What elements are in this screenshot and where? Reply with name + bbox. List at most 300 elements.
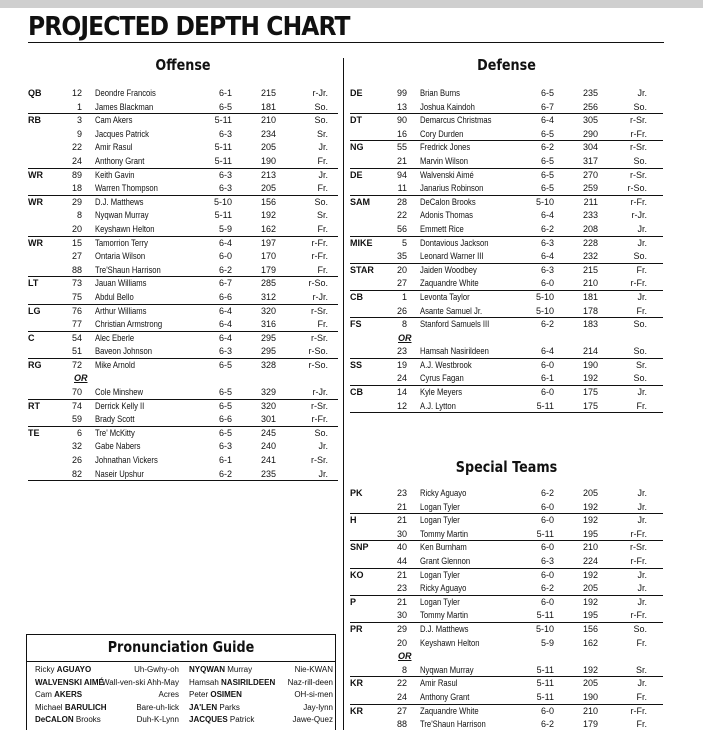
position-label: CB (350, 291, 363, 302)
table-row (350, 196, 663, 210)
player-height: 6-2 (540, 583, 554, 594)
table-row (28, 400, 338, 414)
player-name: Grant Glennon (420, 555, 471, 566)
or-separator: OR (398, 651, 412, 662)
player-name: Johnathan Vickers (95, 455, 158, 466)
player-name: Cole Minshew (95, 387, 144, 398)
first-name: Michael (35, 702, 63, 712)
player-name: Cyrus Fagan (420, 373, 464, 384)
player-class: Jr. (637, 501, 647, 512)
position-label: PR (350, 623, 363, 634)
player-class: r-Jr. (312, 291, 328, 302)
jersey-number: 88 (71, 264, 82, 275)
player-name: Warren Thompson (95, 183, 158, 194)
jersey-number: 24 (71, 155, 82, 166)
player-class: r-Sr. (311, 305, 328, 316)
player-class: Sr. (635, 664, 647, 675)
player-class: r-So. (308, 278, 328, 289)
player-class: Jr. (637, 596, 647, 607)
table-row (28, 196, 338, 210)
player-weight: 190 (582, 691, 598, 702)
player-class: Fr. (636, 719, 647, 730)
player-height: 5-10 (535, 291, 554, 302)
position-label: TE (28, 427, 40, 438)
player-name: Keyshawn Helton (420, 637, 480, 648)
player-height: 6-2 (540, 142, 554, 153)
player-height: 6-0 (540, 515, 554, 526)
table-row (28, 359, 338, 373)
player-name: Gabe Nabers (95, 441, 141, 452)
player-weight: 295 (260, 332, 276, 343)
player-class: So. (633, 319, 647, 330)
table-row (350, 114, 663, 128)
player-class: Jr. (637, 223, 647, 234)
player-class: Jr. (318, 142, 328, 153)
table-row (350, 169, 663, 183)
table-row (350, 128, 663, 142)
jersey-number: 12 (71, 88, 82, 98)
position-label: WR (28, 169, 43, 180)
player-height: 6-7 (218, 278, 232, 289)
player-name: Amir Rasul (420, 678, 458, 689)
table-row (28, 101, 338, 115)
player-weight: 285 (260, 278, 276, 289)
player-weight: 156 (260, 196, 276, 207)
player-name: Tommy Martin (420, 528, 469, 539)
player-weight: 192 (260, 210, 276, 221)
table-row (350, 609, 663, 623)
player-class: So. (633, 373, 647, 384)
player-class: Fr. (636, 400, 647, 411)
jersey-number: 22 (71, 142, 82, 153)
player-class: r-Fr. (311, 251, 328, 262)
player-weight: 175 (582, 400, 598, 411)
phonetic-spelling: Naz-rill-deen (287, 677, 333, 687)
table-row (350, 305, 663, 319)
player-name: Keith Gavin (95, 169, 135, 180)
table-row (28, 264, 338, 278)
player-weight: 316 (260, 319, 276, 330)
player-height: 5-9 (218, 223, 232, 234)
phonetic-spelling: Bare-uh-lick (136, 702, 179, 712)
player-height: 6-2 (540, 488, 554, 498)
table-row (28, 413, 338, 427)
player-height: 6-3 (218, 183, 232, 194)
player-weight: 190 (582, 359, 598, 370)
player-weight: 170 (260, 251, 276, 262)
player-name: Logan Tyler (420, 569, 460, 580)
player-weight: 205 (260, 183, 276, 194)
player-name: Dontavious Jackson (420, 237, 489, 248)
table-row (28, 237, 338, 251)
position-label: DE (350, 88, 363, 98)
player-height: 6-5 (218, 400, 232, 411)
player-name: Brian Burns (420, 88, 460, 98)
player-class: Sr. (316, 128, 328, 139)
table-row (28, 427, 338, 441)
first-name: Peter (189, 690, 209, 699)
player-name: Hamsah Nasirildeen (420, 346, 489, 357)
position-label: SNP (350, 542, 369, 553)
player-weight: 210 (260, 115, 276, 126)
jersey-number: 21 (396, 155, 407, 166)
player-height: 5-9 (540, 637, 554, 648)
table-row (350, 237, 663, 251)
pronunciation-heading: Pronunciation Guide (107, 638, 255, 656)
title-rule (28, 42, 664, 43)
table-row (350, 514, 663, 528)
jersey-number: 16 (396, 128, 407, 139)
table-row (350, 372, 663, 386)
table-row (28, 332, 338, 346)
jersey-number: 90 (396, 115, 407, 126)
player-class: So. (633, 346, 647, 357)
player-height: 6-0 (540, 542, 554, 553)
jersey-number: 76 (71, 305, 82, 316)
player-weight: 210 (582, 705, 598, 716)
table-row (28, 114, 338, 128)
player-class: r-So. (627, 183, 647, 194)
jersey-number: 55 (396, 142, 407, 153)
last-name: BARULICH (64, 702, 107, 712)
player-name: DeCalon Brooks (420, 196, 476, 207)
player-class: Sr. (635, 359, 647, 370)
player-height: 6-1 (218, 88, 232, 98)
player-name: Zaquandre White (420, 705, 479, 716)
position-label: KO (350, 569, 364, 580)
player-weight: 205 (582, 678, 598, 689)
jersey-number: 26 (71, 455, 82, 466)
player-weight: 233 (582, 210, 598, 221)
player-weight: 312 (260, 291, 276, 302)
position-label: KR (350, 705, 363, 716)
player-class: Fr. (317, 319, 328, 330)
table-row (350, 582, 663, 596)
jersey-number: 3 (76, 115, 82, 126)
player-weight: 192 (582, 373, 598, 384)
table-row (350, 400, 663, 414)
table-row (28, 372, 338, 386)
table-row (350, 141, 663, 155)
jersey-number: 8 (76, 210, 82, 221)
position-label: WR (28, 237, 43, 248)
table-row (350, 677, 663, 691)
table-row (350, 250, 663, 264)
jersey-number: 77 (71, 319, 82, 330)
last-name: WALVENSKI AIMÉ (35, 677, 104, 687)
phonetic-spelling: OH-si-men (294, 690, 333, 699)
player-name: Ricky Aguayo (420, 488, 467, 498)
player-class: Jr. (318, 441, 328, 452)
player-height: 6-3 (540, 555, 554, 566)
player-weight: 181 (260, 101, 276, 112)
player-name: Tommy Martin (420, 610, 469, 621)
jersey-number: 21 (396, 515, 407, 526)
jersey-number: 5 (401, 237, 407, 248)
player-name: Abdul Bello (95, 291, 134, 302)
player-height: 5-11 (536, 691, 554, 702)
player-class: Jr. (637, 583, 647, 594)
player-name: Asante Samuel Jr. (420, 305, 483, 316)
player-weight: 178 (582, 305, 598, 316)
table-row (350, 101, 663, 115)
player-name: Logan Tyler (420, 501, 460, 512)
table-row (350, 705, 663, 719)
jersey-number: 32 (71, 441, 82, 452)
player-weight: 162 (260, 223, 276, 234)
phonetic-spelling: Uh-Gwhy-oh (134, 665, 179, 674)
player-class: Jr. (637, 488, 647, 498)
table-row (28, 277, 338, 291)
player-weight: 259 (582, 183, 598, 194)
jersey-number: 26 (396, 305, 407, 316)
player-name: Amir Rasul (95, 142, 133, 153)
table-row (350, 691, 663, 705)
last-name: AGUAYO (56, 665, 92, 674)
jersey-number: 18 (71, 183, 82, 194)
player-weight: 162 (582, 637, 598, 648)
player-weight: 245 (260, 427, 276, 438)
jersey-number: 21 (396, 501, 407, 512)
player-weight: 320 (260, 400, 276, 411)
position-label: KR (350, 678, 363, 689)
player-height: 6-3 (540, 237, 554, 248)
player-class: Fr. (317, 155, 328, 166)
defense-heading: Defense (477, 56, 536, 74)
page-title: PROJECTED DEPTH CHART (28, 12, 350, 42)
player-name: Jaiden Woodbey (420, 264, 477, 275)
jersey-number: 28 (396, 196, 407, 207)
position-label: SS (350, 359, 363, 370)
player-height: 6-4 (540, 251, 554, 262)
player-height: 6-4 (540, 346, 554, 357)
pronunciation-name (189, 703, 240, 712)
jersey-number: 24 (396, 691, 407, 702)
last-name: JA'LEN (189, 702, 218, 712)
phonetic-spelling: Jawe-Quez (292, 715, 333, 724)
player-class: Jr. (318, 468, 328, 479)
player-weight: 195 (582, 528, 598, 539)
last-name: NYQWAN (189, 665, 225, 674)
or-separator: OR (398, 332, 412, 343)
player-name: Nyqwan Murray (95, 210, 149, 221)
player-class: r-Sr. (630, 115, 647, 126)
position-label: PK (350, 488, 363, 498)
player-name: Walvenski Aimé (420, 169, 474, 180)
table-row (28, 223, 338, 237)
player-height: 5-10 (535, 196, 554, 207)
player-class: r-Sr. (630, 169, 647, 180)
table-row (28, 128, 338, 142)
table-row (350, 264, 663, 278)
player-class: So. (633, 101, 647, 112)
jersey-number: 22 (396, 678, 407, 689)
player-name: Levonta Taylor (420, 291, 470, 302)
position-label: LT (28, 278, 39, 289)
player-class: r-Fr. (311, 237, 328, 248)
player-weight: 211 (583, 196, 598, 207)
position-label: FS (350, 319, 362, 330)
player-name: Logan Tyler (420, 515, 460, 526)
table-row (28, 182, 338, 196)
player-class: So. (314, 196, 328, 207)
jersey-number: 23 (396, 488, 407, 498)
table-row (28, 454, 338, 468)
player-height: 5-10 (535, 623, 554, 634)
player-name: A.J. Westbrook (420, 359, 472, 370)
player-class: Jr. (637, 291, 647, 302)
player-name: Ricky Aguayo (420, 583, 467, 594)
player-height: 6-2 (218, 468, 232, 479)
player-name: Brady Scott (95, 414, 135, 425)
player-height: 5-11 (536, 664, 554, 675)
player-class: r-Fr. (311, 414, 328, 425)
table-row (350, 555, 663, 569)
player-name: Adonis Thomas (420, 210, 474, 221)
player-height: 6-0 (540, 705, 554, 716)
jersey-number: 8 (401, 664, 407, 675)
player-class: So. (633, 623, 647, 634)
player-height: 6-6 (218, 291, 232, 302)
player-class: r-Jr. (312, 88, 328, 98)
jersey-number: 23 (396, 583, 407, 594)
player-weight: 295 (260, 346, 276, 357)
player-class: Jr. (637, 515, 647, 526)
table-row (28, 209, 338, 223)
position-label: MIKE (350, 237, 373, 248)
player-name: Jauan Williams (95, 278, 147, 289)
table-row (350, 182, 663, 196)
player-weight: 235 (582, 88, 598, 98)
player-weight: 329 (260, 387, 276, 398)
first-name: Patrick (229, 715, 255, 724)
last-name: DeCALON (35, 715, 74, 724)
jersey-number: 27 (71, 251, 82, 262)
jersey-number: 1 (76, 101, 82, 112)
jersey-number: 89 (71, 169, 82, 180)
player-name: Cory Durden (420, 128, 464, 139)
pronunciation-name (35, 690, 82, 699)
jersey-number: 15 (71, 237, 82, 248)
table-row (350, 209, 663, 223)
player-height: 6-2 (540, 719, 554, 730)
player-name: Marvin Wilson (420, 155, 469, 166)
player-name: Baveon Johnson (95, 346, 153, 357)
position-label: LG (28, 305, 41, 316)
first-name: Ricky (35, 665, 55, 674)
player-class: So. (314, 115, 328, 126)
player-height: 6-4 (218, 305, 232, 316)
player-weight: 241 (260, 455, 276, 466)
table-row (350, 155, 663, 169)
player-weight: 195 (582, 610, 598, 621)
pronunciation-guide (26, 634, 336, 730)
player-height: 6-1 (540, 373, 554, 384)
player-class: Sr. (316, 210, 328, 221)
player-weight: 179 (582, 719, 598, 730)
column-divider (343, 58, 344, 730)
jersey-number: 40 (396, 542, 407, 553)
player-name: Tre'Shaun Harrison (420, 719, 486, 730)
player-class: Fr. (636, 691, 647, 702)
player-weight: 270 (582, 169, 598, 180)
player-height: 6-2 (218, 264, 232, 275)
jersey-number: 75 (71, 291, 82, 302)
player-height: 5-10 (213, 196, 232, 207)
player-weight: 181 (582, 291, 598, 302)
jersey-number: 73 (71, 278, 82, 289)
player-class: r-Jr. (312, 387, 328, 398)
player-height: 6-5 (218, 359, 232, 370)
player-height: 5-11 (536, 400, 554, 411)
player-name: Arthur Williams (95, 305, 147, 316)
player-class: r-Fr. (630, 528, 647, 539)
player-height: 6-5 (218, 427, 232, 438)
player-weight: 210 (582, 542, 598, 553)
table-row (350, 664, 663, 678)
jersey-number: 6 (76, 427, 82, 438)
player-weight: 304 (582, 142, 598, 153)
jersey-number: 22 (396, 210, 407, 221)
last-name: AKERS (54, 690, 83, 699)
player-name: D.J. Matthews (95, 196, 144, 207)
jersey-number: 29 (396, 623, 407, 634)
player-name: Ontaria Wilson (95, 251, 146, 262)
table-row (350, 359, 663, 373)
table-row (350, 650, 663, 664)
player-name: Deondre Francois (95, 88, 156, 98)
jersey-number: 74 (71, 400, 82, 411)
player-weight: 205 (582, 583, 598, 594)
player-weight: 328 (260, 359, 276, 370)
player-name: Anthony Grant (420, 691, 470, 702)
player-height: 5-11 (214, 115, 232, 126)
jersey-number: 72 (71, 359, 82, 370)
player-height: 6-0 (540, 569, 554, 580)
player-weight: 256 (582, 101, 598, 112)
pronunciation-name (189, 665, 252, 674)
table-row (350, 487, 663, 501)
player-class: Fr. (636, 264, 647, 275)
player-class: Fr. (317, 223, 328, 234)
jersey-number: 51 (71, 346, 82, 357)
player-name: Mike Arnold (95, 359, 135, 370)
player-name: Derrick Kelly II (95, 400, 145, 411)
player-height: 6-0 (540, 278, 554, 289)
player-weight: 190 (260, 155, 276, 166)
position-label: QB (28, 88, 42, 98)
player-weight: 234 (260, 128, 276, 139)
position-label: RB (28, 115, 41, 126)
table-row (350, 277, 663, 291)
player-height: 6-5 (540, 88, 554, 98)
player-class: r-Fr. (630, 610, 647, 621)
player-class: r-Fr. (630, 555, 647, 566)
phonetic-spelling: Nie-KWAN (294, 665, 333, 674)
table-row (350, 291, 663, 305)
player-weight: 208 (582, 223, 598, 234)
jersey-number: 56 (396, 223, 407, 234)
player-name: Tamorrion Terry (95, 237, 149, 248)
defense-table (350, 87, 663, 413)
player-weight: 317 (582, 155, 598, 166)
player-class: Jr. (637, 387, 647, 398)
jersey-number: 27 (396, 278, 407, 289)
pronunciation-name (35, 678, 104, 687)
player-height: 6-0 (540, 501, 554, 512)
pronunciation-name (189, 690, 242, 699)
jersey-number: 54 (71, 332, 82, 343)
